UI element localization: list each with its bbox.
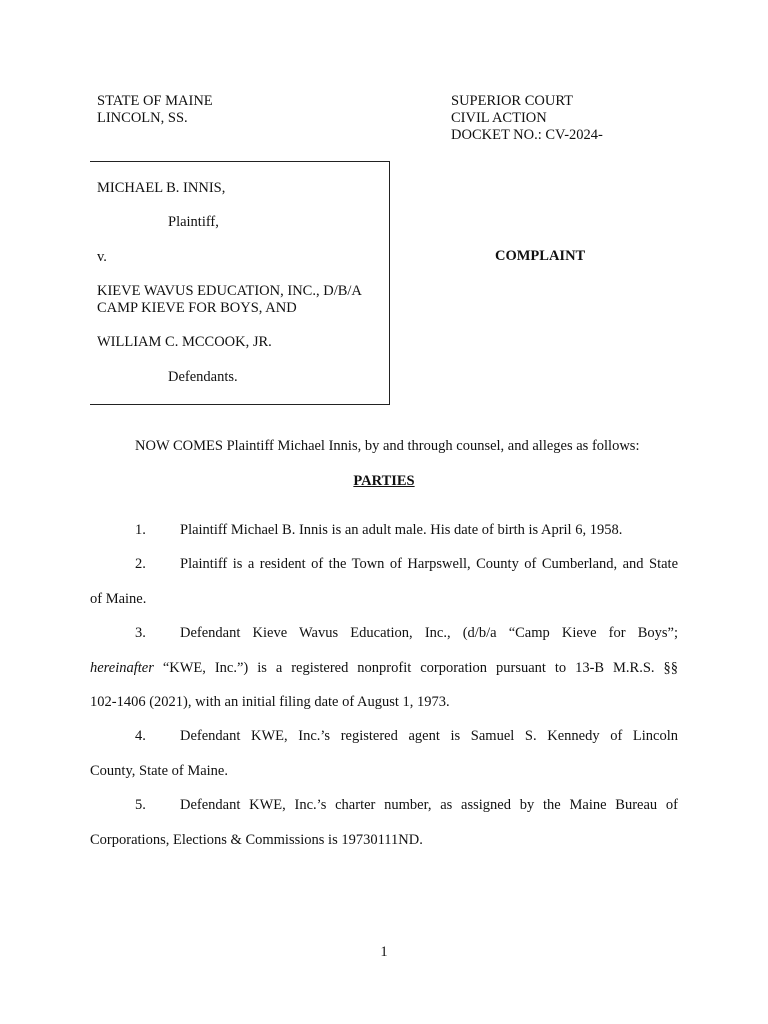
paragraph-text: Defendant KWE, Inc.’s charter number, as assigned by the Maine Bureau of <box>180 797 678 813</box>
action-line: CIVIL ACTION <box>451 110 547 126</box>
plaintiff-name: MICHAEL B. INNIS, <box>97 180 226 196</box>
defendant-two: WILLIAM C. MCCOOK, JR. <box>97 334 272 350</box>
paragraph-text: Defendant Kieve Wavus Education, Inc., (d/b/a “Camp Kieve for Boys”; <box>180 625 678 641</box>
document-title: COMPLAINT <box>495 248 586 264</box>
county-line: LINCOLN, SS. <box>97 110 188 126</box>
defendant-one-line1: KIEVE WAVUS EDUCATION, INC., D/B/A <box>97 283 362 299</box>
paragraph-number: 5. <box>135 797 146 813</box>
paragraph-text-rest: “KWE, Inc.”) is a registered nonprofit corporation pursuant to 13-B M.R.S. §§ <box>153 660 678 676</box>
paragraph-number: 1. <box>135 522 146 538</box>
section-heading: PARTIES <box>353 473 415 489</box>
paragraph-number: 4. <box>135 728 146 744</box>
defendant-one-line2: CAMP KIEVE FOR BOYS, AND <box>97 300 297 316</box>
paragraph-text: Plaintiff Michael B. Innis is an adult male. His date of birth is April 6, 1958. <box>180 522 623 538</box>
paragraph-text: County, State of Maine. <box>90 763 228 779</box>
paragraph-text: Defendant KWE, Inc.’s registered agent is Samuel S. Kennedy of Lincoln <box>180 728 678 744</box>
hereinafter-term: hereinafter <box>90 660 154 676</box>
docket-line: DOCKET NO.: CV-2024- <box>451 127 603 143</box>
plaintiff-label: Plaintiff, <box>168 214 219 230</box>
defendants-label: Defendants. <box>168 369 238 385</box>
intro-paragraph: NOW COMES Plaintiff Michael Innis, by and through counsel, and alleges as follows: <box>135 438 640 454</box>
paragraph-text <box>90 660 678 677</box>
paragraph-text: 102-1406 (2021), with an initial filing date of August 1, 1973. <box>90 694 450 710</box>
paragraph-text: Plaintiff is a resident of the Town of Harpswell, County of Cumberland, and State <box>180 556 678 572</box>
paragraph-text: of Maine. <box>90 591 147 607</box>
page-number: 1 <box>380 944 388 960</box>
paragraph-number: 2. <box>135 556 146 572</box>
paragraph-text: Corporations, Elections & Commissions is 19730111ND. <box>90 832 423 848</box>
state-line: STATE OF MAINE <box>97 93 213 109</box>
court-line: SUPERIOR COURT <box>451 93 573 109</box>
paragraph-number: 3. <box>135 625 146 641</box>
versus-label: v. <box>97 249 107 265</box>
